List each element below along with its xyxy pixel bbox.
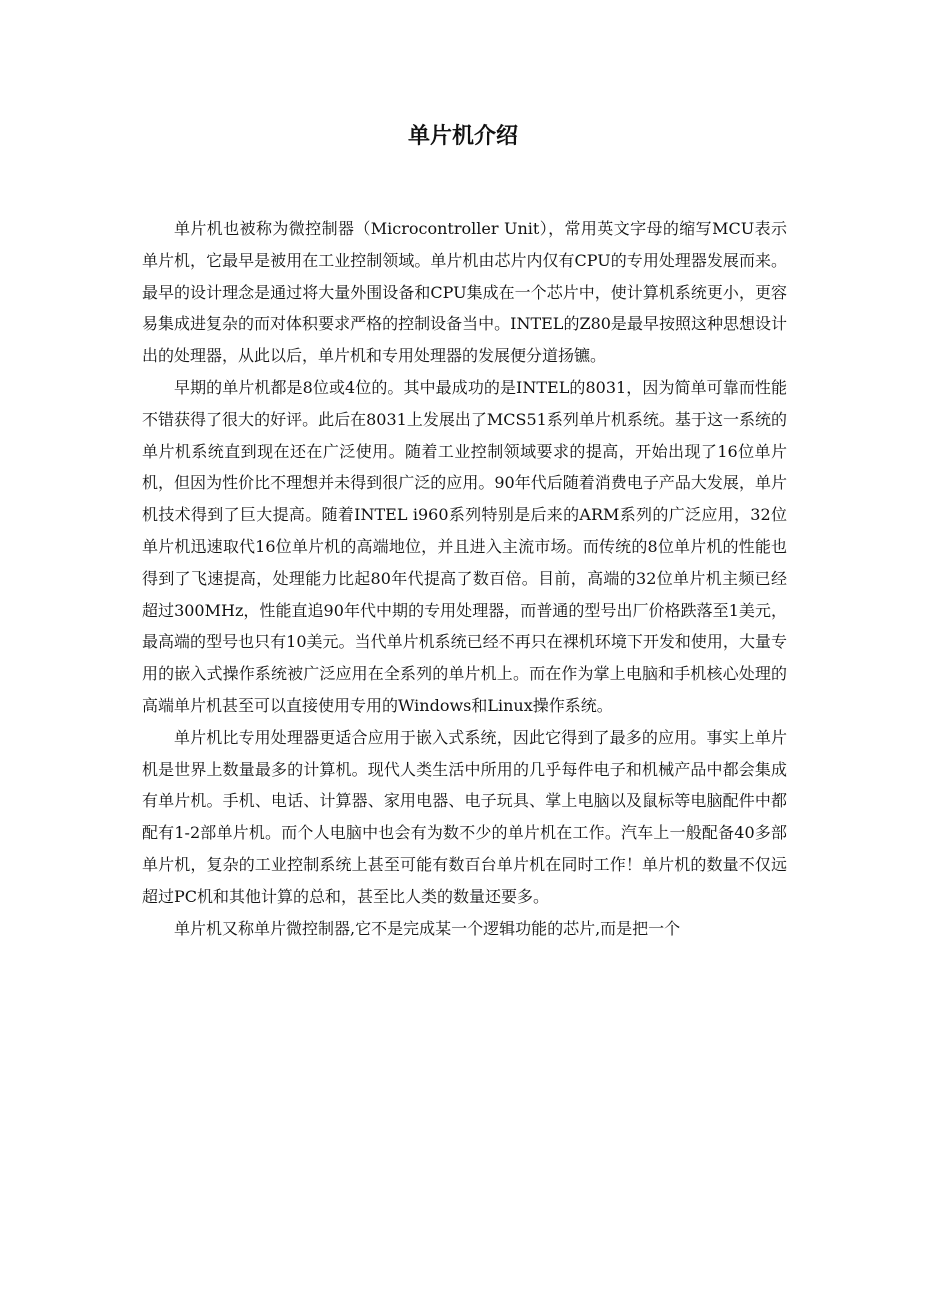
paragraph: 单片机比专用处理器更适合应用于嵌入式系统，因此它得到了最多的应用。事实上单片机是世界上数量最多的计算机。现代人类生活中所用的几乎每件电子和机械产品中都会集成有单片机。手机、电话、计算器、家用电器、电子玩具、掌上电脑以及鼠标等电脑配件中都配有1-2部单片机。而个人电脑中也会有为数不少的单片机在工作。汽车上一般配备40多部单片机，复杂的工业控制系统上甚至可能有数百台单片机在同时工作！单片机的数量不仅远超过PC机和其他计算的总和，甚至比人类的数量还要多。 — [142, 727, 787, 906]
paragraph: 早期的单片机都是8位或4位的。其中最成功的是INTEL的8031，因为简单可靠而性能不错获得了很大的好评。此后在8031上发展出了MCS51系列单片机系统。基于这一系统的单片机系统直到现在还在广泛使用。随着工业控制领域要求的提高，开始出现了16位单片机，但因为性价比不理想并未得到很广泛的应用。90年代后随着消费电子产品大发展，单片机技术得到了巨大提高。随着INTEL i960系列特别是后来的ARM系列的广泛应用，32位单片机迅速取代16位单片机的高端地位，并且进入主流市场。而传统的8位单片机的性能也得到了飞速提高，处理能力比起80年代提高了数百倍。目前，高端的32位单片机主频已经超过300MHz，性能直追90年代中期的专用处理器，而普通的型号出厂价格跌落至1美元，最高端的型号也只有10美元。当代单片机系统已经不再只在裸机环境下开发和使用，大量专用的嵌入式操作系统被广泛应用在全系列的单片机上。而在作为掌上电脑和手机核心处理的高端单片机甚至可以直接使用专用的Windows和Linux操作系统。 — [142, 377, 787, 715]
document-body — [142, 213, 787, 944]
paragraph: 单片机也被称为微控制器（Microcontroller Unit），常用英文字母的缩写MCU表示单片机，它最早是被用在工业控制领域。单片机由芯片内仅有CPU的专用处理器发展而来。最早的设计理念是通过将大量外围设备和CPU集成在一个芯片中，使计算机系统更小，更容易集成进复杂的而对体积要求严格的控制设备当中。INTEL的Z80是最早按照这种思想设计出的处理器，从此以后，单片机和专用处理器的发展便分道扬镳。 — [142, 219, 787, 366]
paragraph: 单片机又称单片微控制器,它不是完成某一个逻辑功能的芯片,而是把一个 — [174, 918, 681, 938]
document-title: 单片机介绍 — [407, 124, 518, 149]
